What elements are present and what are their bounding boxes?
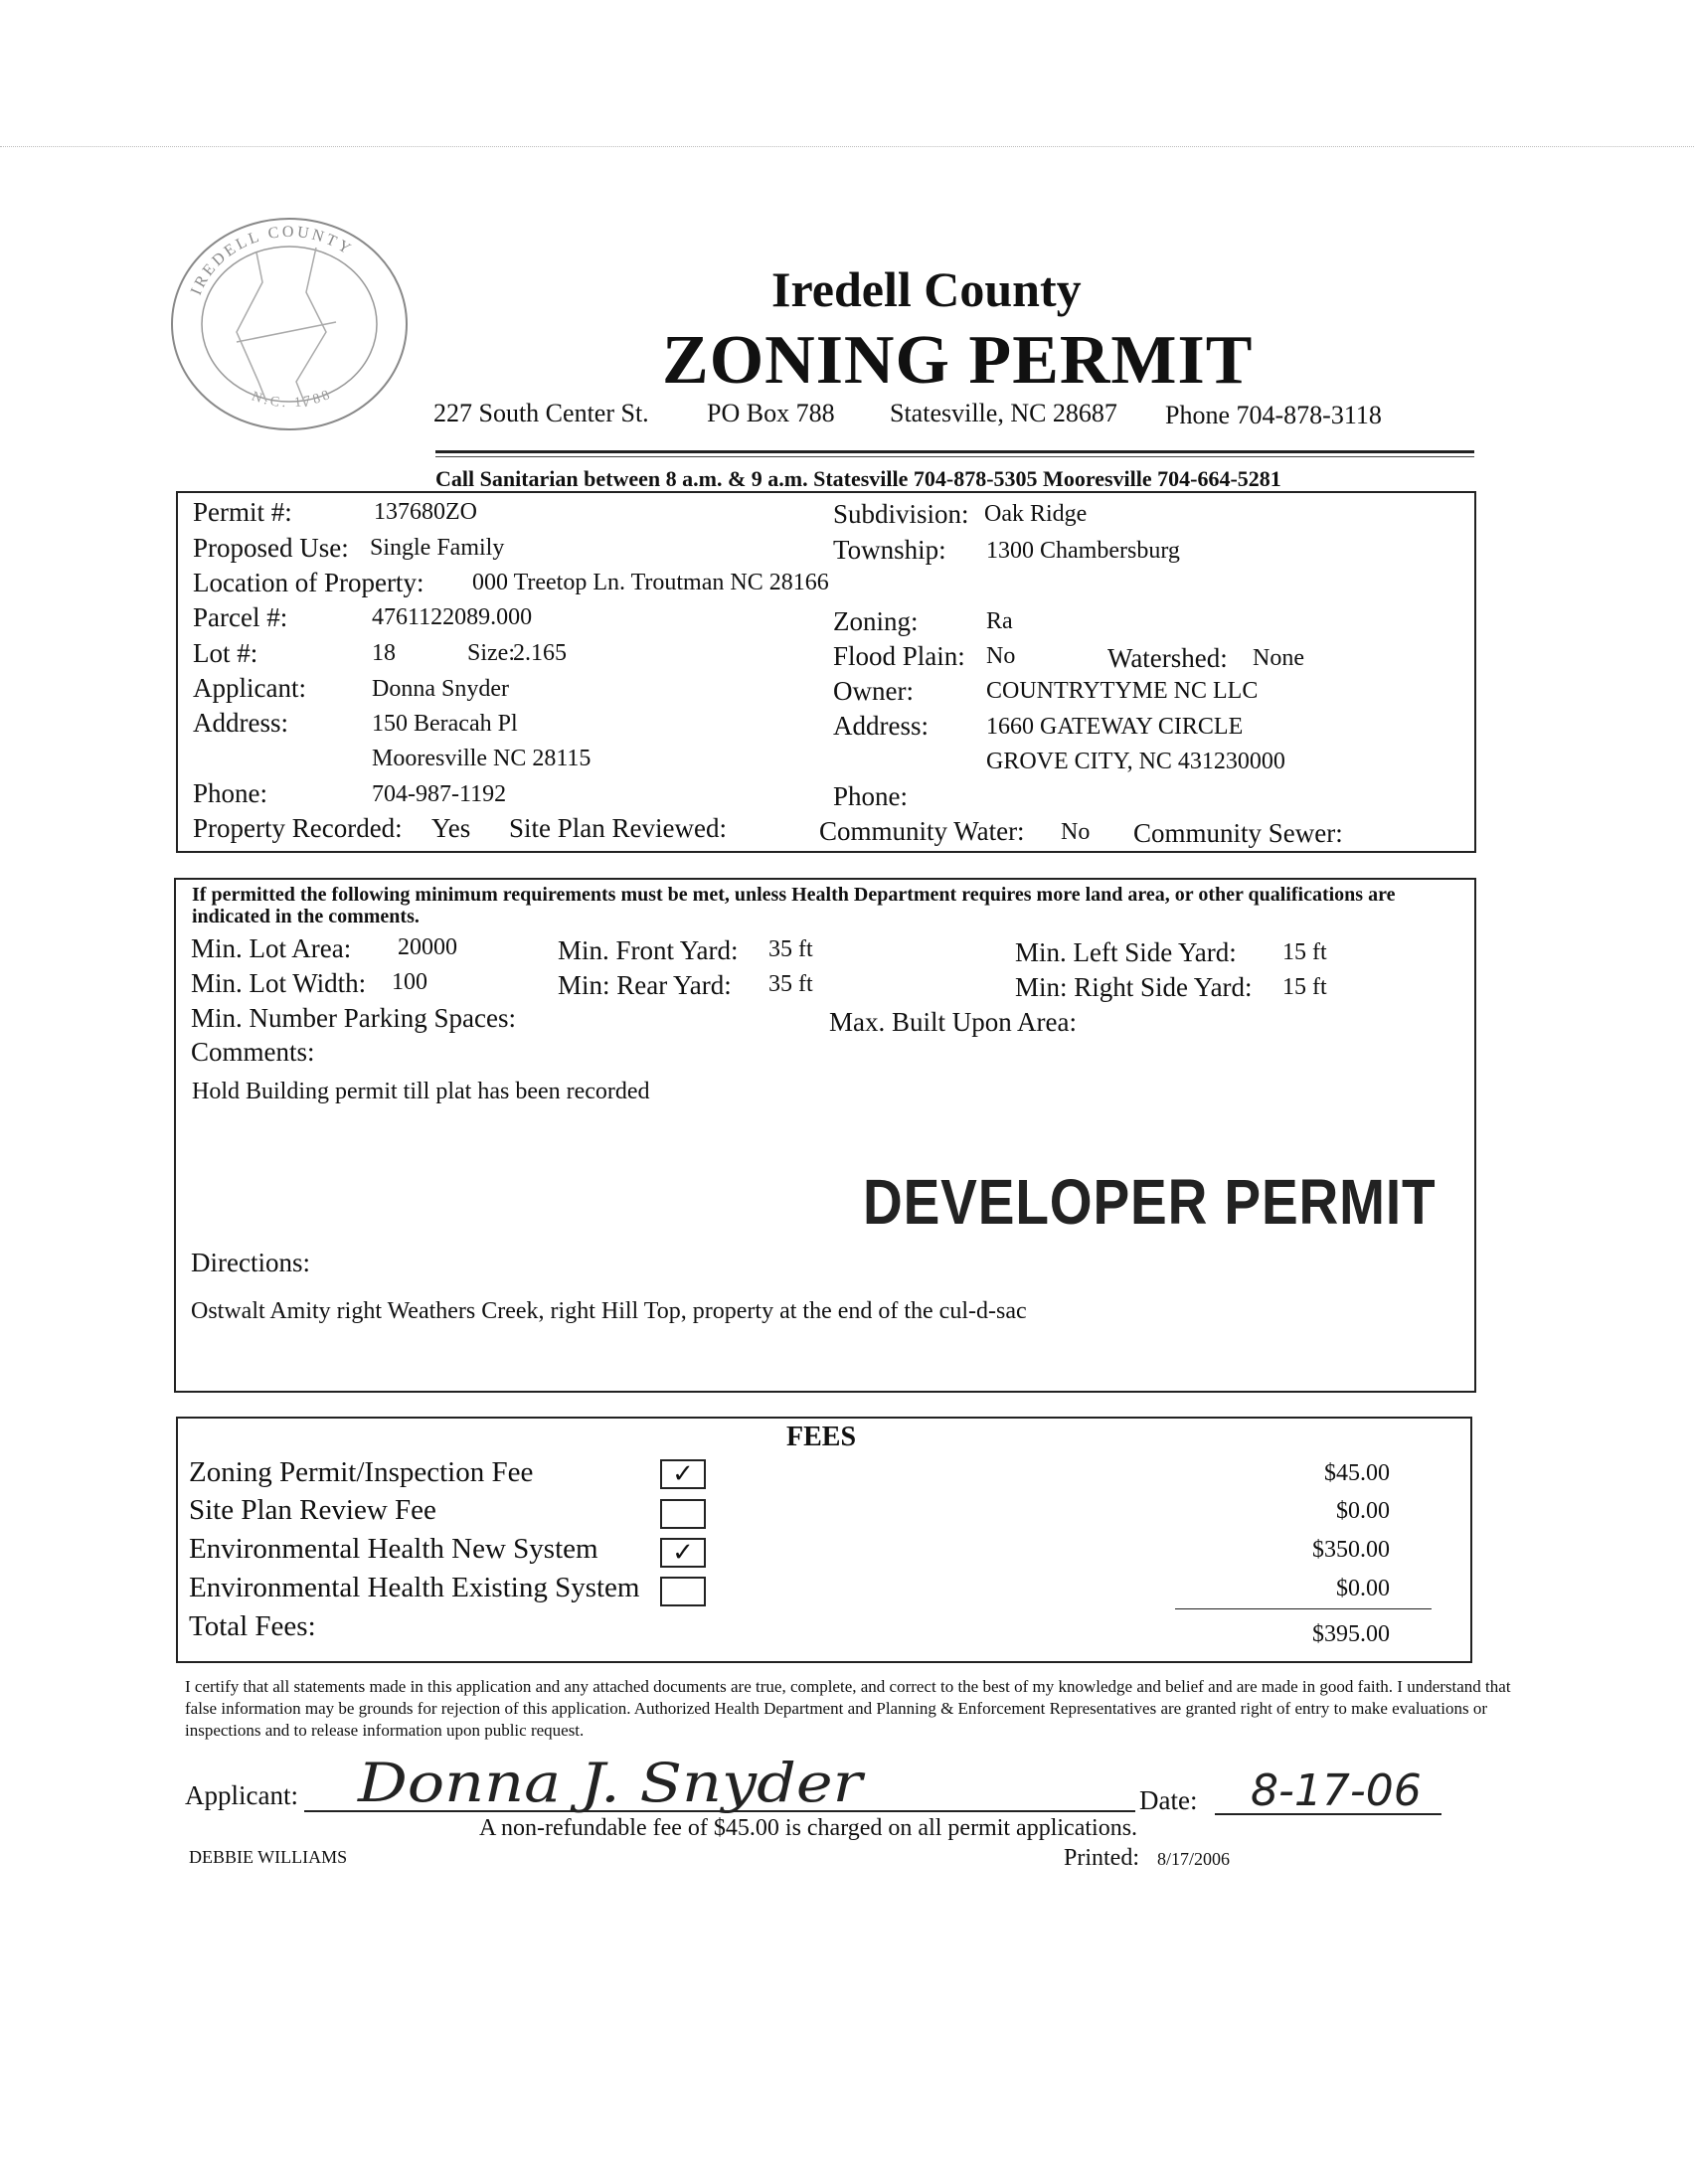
min-left-side-yard-label: Min. Left Side Yard: (1015, 937, 1237, 967)
directions-value: Ostwalt Amity right Weathers Creek, right Hill Top, property at the end of the cul-d-sac (191, 1298, 1027, 1324)
lot-label: Lot #: (193, 638, 258, 668)
header-rule-thin (435, 456, 1474, 457)
seal-text-top: IREDELL COUNTY (187, 223, 356, 298)
fees-title: FEES (786, 1422, 857, 1452)
applicant-value: Donna Snyder (372, 676, 509, 702)
site-plan-reviewed-label: Site Plan Reviewed: (509, 813, 727, 843)
fee-item-amount: $0.00 (1336, 1576, 1390, 1601)
permit-no-label: Permit #: (193, 497, 292, 527)
property-recorded-value: Yes (431, 813, 471, 843)
applicant-label: Applicant: (193, 673, 306, 703)
county-seal-icon (167, 213, 412, 435)
proposed-use-label: Proposed Use: (193, 533, 349, 563)
community-water-label: Community Water: (819, 816, 1025, 846)
township-label: Township: (833, 535, 946, 565)
county-name: Iredell County (771, 261, 1082, 317)
zoning-value: Ra (986, 608, 1013, 634)
min-rear-yard-value: 35 ft (768, 971, 813, 997)
sanitarian-call-notice: Call Sanitarian between 8 a.m. & 9 a.m. Statesville 704-878-5305 Mooresville 704-664-5281 (435, 466, 1281, 491)
printed-label: Printed: (1064, 1845, 1139, 1871)
seal-text-bottom: N.C. 1788 (250, 387, 335, 412)
location-value: 000 Treetop Ln. Troutman NC 28166 (472, 570, 829, 595)
header-po-box: PO Box 788 (707, 399, 835, 427)
fee-item-label: Zoning Permit/Inspection Fee (189, 1456, 534, 1488)
fee-item-amount: $350.00 (1312, 1537, 1390, 1563)
permit-no-value: 137680ZO (374, 499, 477, 525)
total-fees-value: $395.00 (1312, 1621, 1390, 1647)
applicant-address-label: Address: (193, 708, 288, 738)
fee-checkbox[interactable] (660, 1577, 706, 1606)
header-phone: Phone 704-878-3118 (1165, 401, 1382, 429)
fee-checkbox[interactable]: ✓ (660, 1538, 706, 1568)
directions-label: Directions: (191, 1248, 310, 1277)
min-right-side-yard-value: 15 ft (1282, 974, 1327, 1000)
min-rear-yard-label: Min: Rear Yard: (558, 970, 732, 1000)
subdivision-value: Oak Ridge (984, 501, 1088, 527)
location-label: Location of Property: (193, 568, 424, 597)
community-water-value: No (1061, 819, 1091, 845)
size-label: Size: (467, 640, 515, 666)
min-parking-label: Min. Number Parking Spaces: (191, 1003, 516, 1033)
signed-date: 8-17-06 (1251, 1765, 1422, 1816)
size-value: 2.165 (513, 640, 567, 666)
fee-notice: A non-refundable fee of $45.00 is charged on all permit applications. (479, 1815, 1138, 1841)
proposed-use-value: Single Family (370, 535, 505, 561)
fee-item-label: Environmental Health Existing System (189, 1572, 640, 1603)
min-right-side-yard-label: Min: Right Side Yard: (1015, 972, 1253, 1002)
community-sewer-label: Community Sewer: (1133, 818, 1343, 848)
parcel-label: Parcel #: (193, 602, 288, 632)
certification-text: I certify that all statements made in this application and any attached documents are true, complete, and correct to the best of my knowledge and belief and are made in good faith. I understand that false information may be grounds for rejection of this application. Authorized Health Department and Planning & Enforcement Representatives are granted right of entry to make evaluations or inspections and to release information upon public request. (185, 1677, 1511, 1740)
fee-item-label: Site Plan Review Fee (189, 1494, 436, 1526)
min-front-yard-label: Min. Front Yard: (558, 935, 739, 965)
printed-date: 8/17/2006 (1157, 1849, 1231, 1869)
min-lot-area-label: Min. Lot Area: (191, 933, 352, 963)
owner-address-line2: GROVE CITY, NC 431230000 (986, 749, 1285, 774)
header-rule (435, 450, 1474, 453)
owner-address-label: Address: (833, 711, 929, 741)
subdivision-label: Subdivision: (833, 499, 969, 529)
comments-value: Hold Building permit till plat has been recorded (192, 1079, 650, 1104)
comments-label: Comments: (191, 1037, 315, 1067)
lot-value: 18 (372, 640, 396, 666)
parcel-value: 4761122089.000 (372, 604, 533, 630)
clerk-name: DEBBIE WILLIAMS (189, 1847, 348, 1867)
applicant-address-line2: Mooresville NC 28115 (372, 746, 592, 771)
date-label: Date: (1139, 1785, 1198, 1815)
property-recorded-label: Property Recorded: (193, 813, 403, 843)
township-value: 1300 Chambersburg (986, 538, 1180, 564)
scan-artifact-line (0, 146, 1694, 147)
min-lot-width-label: Min. Lot Width: (191, 968, 367, 998)
fee-checkbox[interactable]: ✓ (660, 1459, 706, 1489)
header-city: Statesville, NC 28687 (890, 399, 1117, 427)
fee-item-label: Environmental Health New System (189, 1533, 598, 1565)
owner-address-line1: 1660 GATEWAY CIRCLE (986, 714, 1244, 740)
watershed-label: Watershed: (1107, 643, 1228, 673)
requirements-note: If permitted the following minimum requirements must be met, unless Health Department requires more land area, or other qualifications are indicated in the comments. (192, 884, 1396, 927)
min-lot-area-value: 20000 (398, 934, 457, 960)
applicant-signature-label: Applicant: (185, 1780, 298, 1810)
developer-permit-stamp: DEVELOPER PERMIT (863, 1166, 1437, 1238)
min-lot-width-value: 100 (392, 969, 427, 995)
page-title: ZONING PERMIT (662, 322, 1254, 399)
fee-item-amount: $45.00 (1324, 1460, 1390, 1486)
watershed-value: None (1253, 645, 1304, 671)
flood-plain-label: Flood Plain: (833, 641, 965, 671)
owner-value: COUNTRYTYME NC LLC (986, 678, 1259, 704)
fees-subtotal-rule (1175, 1608, 1432, 1609)
zoning-label: Zoning: (833, 606, 919, 636)
fee-item-amount: $0.00 (1336, 1498, 1390, 1524)
applicant-address-line1: 150 Beracah Pl (372, 711, 518, 737)
applicant-signature: Donna J. Snyder (358, 1752, 863, 1814)
total-fees-label: Total Fees: (189, 1610, 316, 1642)
fee-checkbox[interactable] (660, 1499, 706, 1529)
min-front-yard-value: 35 ft (768, 936, 813, 962)
applicant-phone-label: Phone: (193, 778, 268, 808)
owner-label: Owner: (833, 676, 914, 706)
flood-plain-value: No (986, 643, 1016, 669)
max-built-upon-label: Max. Built Upon Area: (829, 1007, 1077, 1037)
owner-phone-label: Phone: (833, 781, 909, 811)
applicant-phone-value: 704-987-1192 (372, 781, 507, 807)
min-left-side-yard-value: 15 ft (1282, 939, 1327, 965)
header-address: 227 South Center St. (433, 399, 649, 427)
